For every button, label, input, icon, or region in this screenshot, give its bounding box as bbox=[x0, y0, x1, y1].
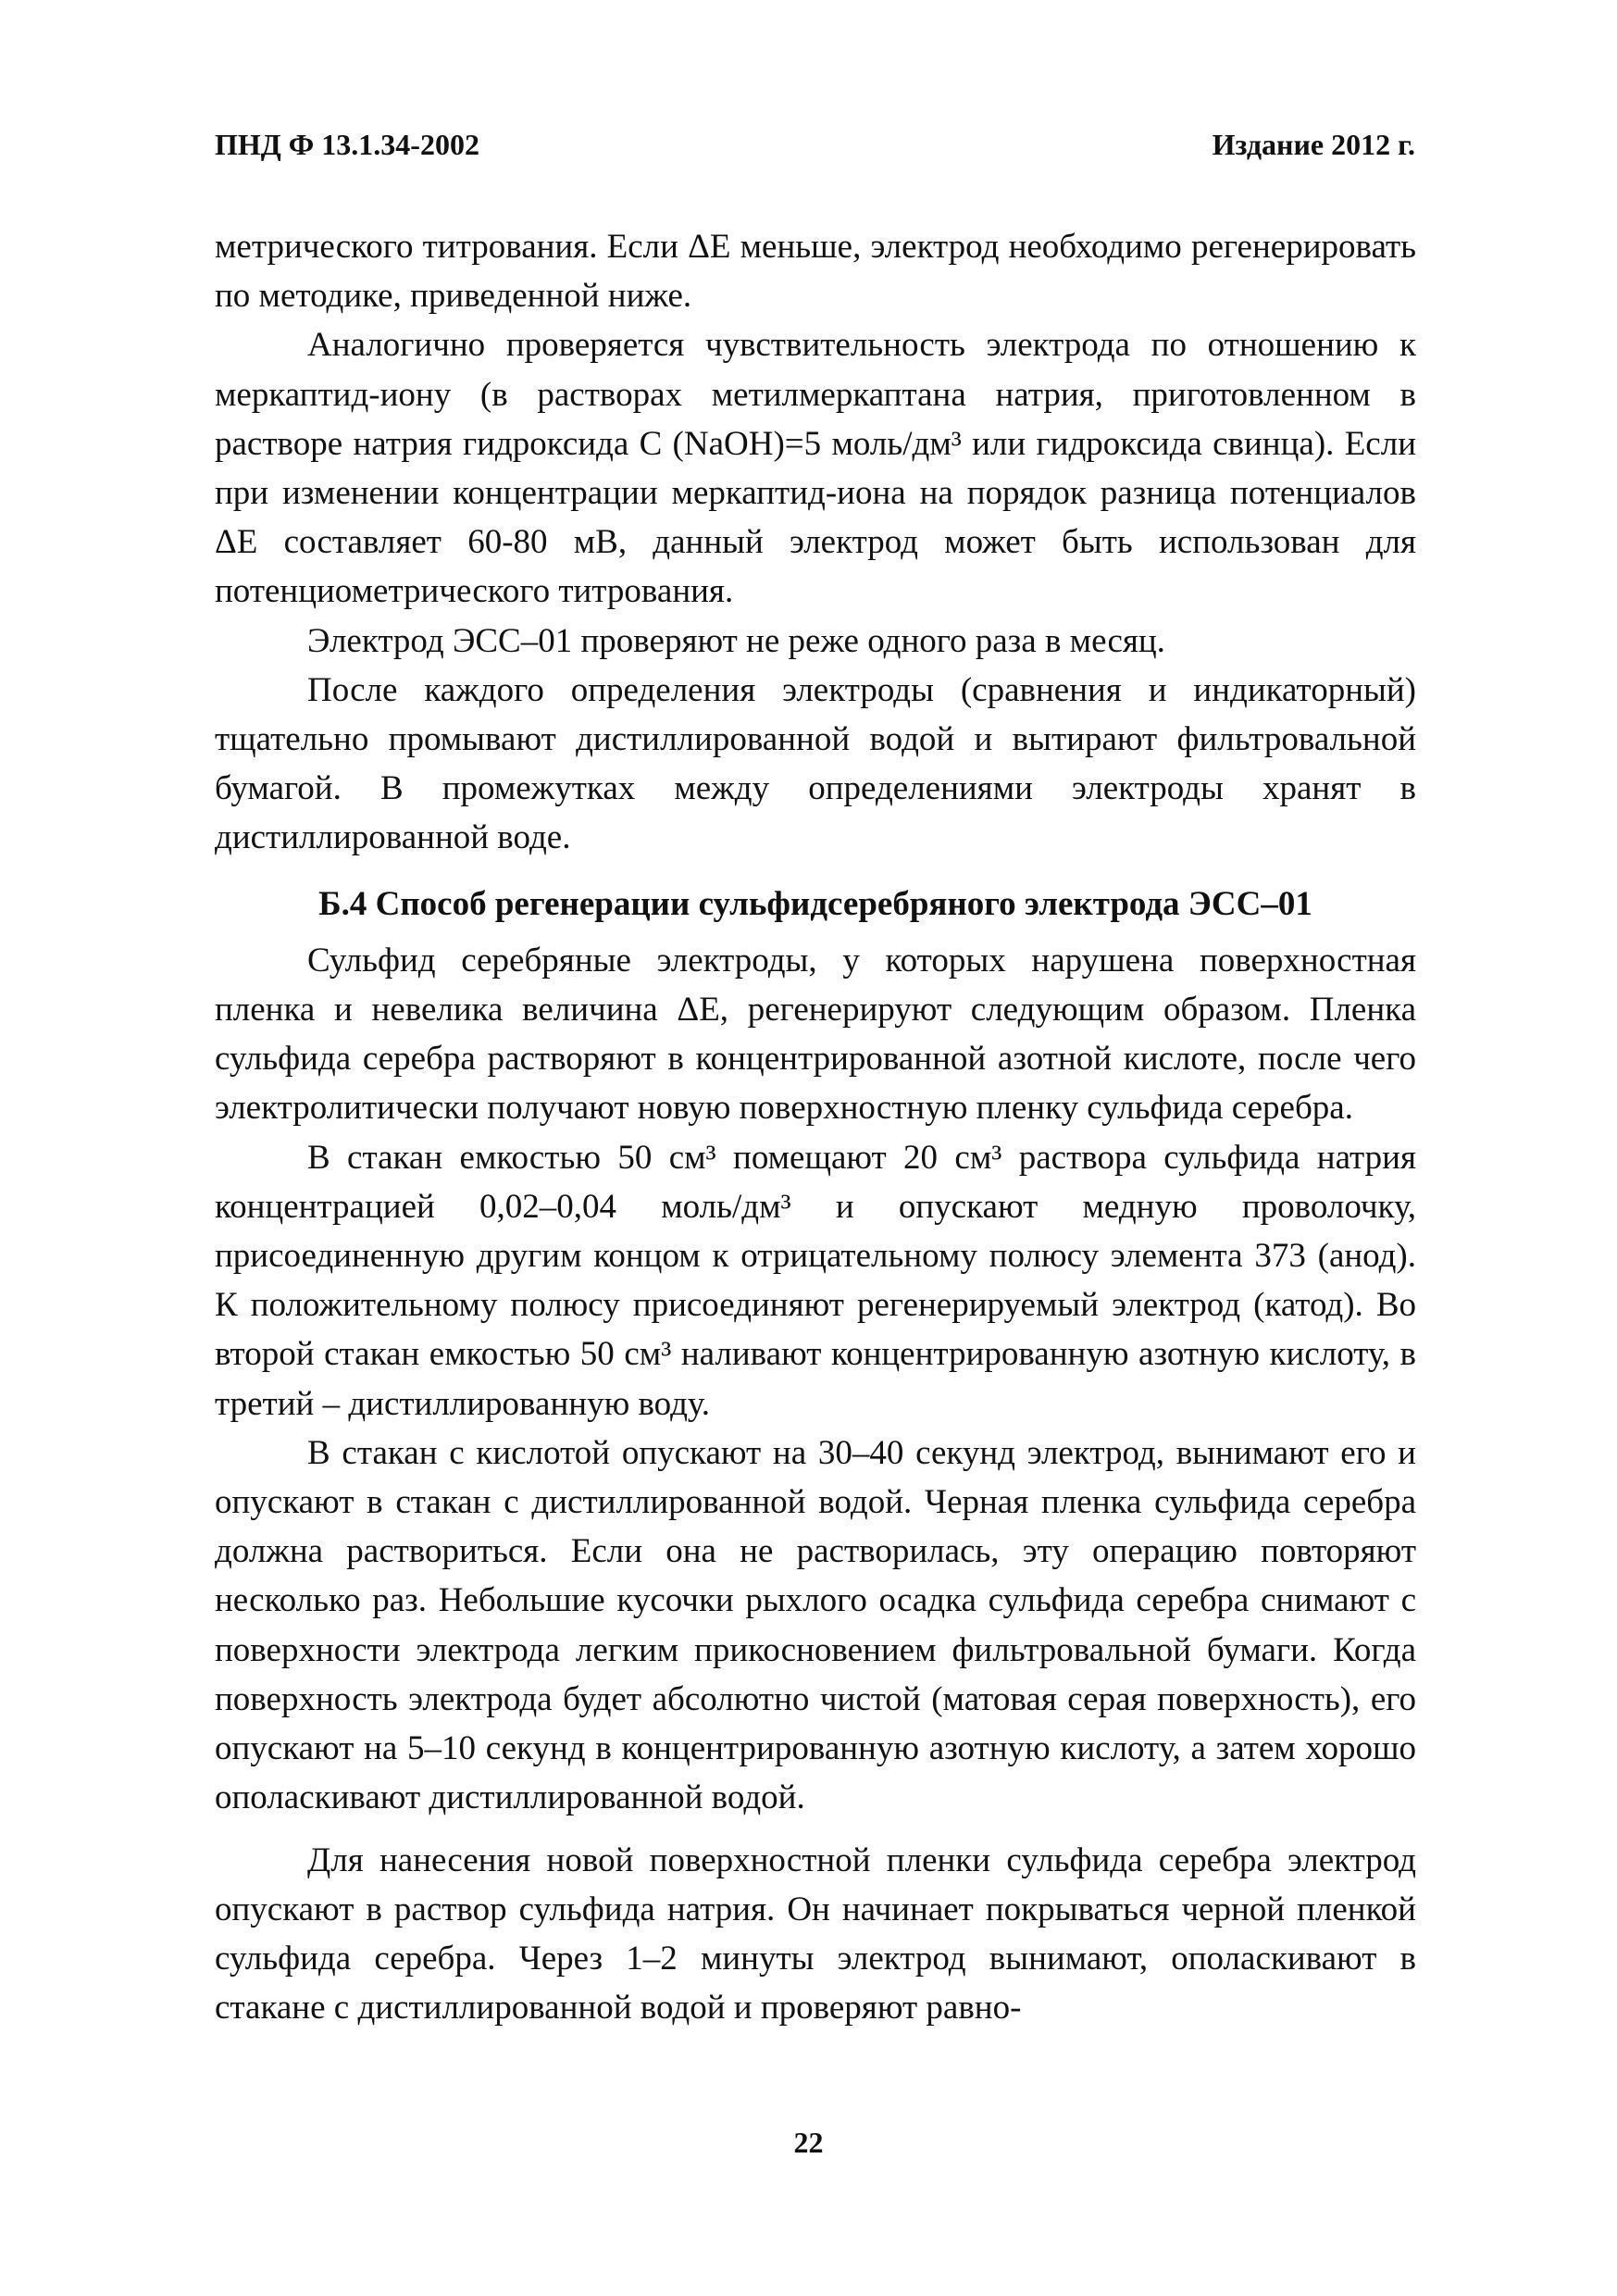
page-number: 22 bbox=[793, 2126, 824, 2159]
paragraph: После каждого определения электроды (сравнения и индикаторный) тщательно промывают дистиллированной водой и вытирают фильтровальной бумагой. В промежутках между определениями электроды хранят в дистиллированной воде. bbox=[215, 670, 1416, 857]
paragraph-continuation: метрического титрования. Если ΔЕ меньше, электрод необходимо регенерировать по методике, приведенной ниже. bbox=[215, 228, 1416, 316]
page-header bbox=[215, 128, 1415, 165]
paragraph: Электрод ЭСС–01 проверяют не реже одного раза в месяц. bbox=[307, 621, 1165, 660]
edition-label: Издание 2012 г. bbox=[1212, 128, 1415, 161]
paragraph: В стакан емкостью 50 см³ помещают 20 см³ раствора сульфида натрия концентрацией 0,02–0,04 моль/дм³ и опускают медную проволочку, присоединенную другим концом к отрицательному полюсу элемента 373 (анод). К положительному полюсу присоединяют регенерируемый электрод (катод). Во второй стакан емкостью 50 см³ наливают концентрированную азотную кислоту, в третий – дистиллированную воду. bbox=[215, 1138, 1416, 1423]
paragraph: Для нанесения новой поверхностной пленки сульфида серебра электрод опускают в раствор сульфида натрия. Он начинает покрываться черной пленкой сульфида серебра. Через 1–2 минуты электрод вынимают, ополаскивают в стакане с дистиллированной водой и проверяют равно- bbox=[215, 1841, 1416, 2028]
document-code: ПНД Ф 13.1.34-2002 bbox=[215, 128, 479, 161]
body-text bbox=[215, 222, 1416, 2032]
section-heading: Б.4 Способ регенерации сульфидсеребряного электрода ЭСС–01 bbox=[318, 884, 1312, 923]
paragraph: В стакан с кислотой опускают на 30–40 секунд электрод, вынимают его и опускают в стакан с дистиллированной водой. Черная пленка сульфида серебра должна раствориться. Если она не растворилась, эту операцию повторяют несколько раз. Небольшие кусочки рыхлого осадка сульфида серебра снимают с поверхности электрода легким прикосновением фильтровальной бумаги. Когда поверхность электрода будет абсолютно чистой (матовая серая поверхность), его опускают на 5–10 секунд в концентрированную азотную кислоту, а затем хорошо ополаскивают дистиллированной водой. bbox=[215, 1433, 1416, 1817]
paragraph: Аналогично проверяется чувствительность электрода по отношению к меркаптид-иону (в растворах метилмеркаптана натрия, приготовленном в растворе натрия гидроксида С (NaOH)=5 моль/дм³ или гидроксида свинца). Если при изменении концентрации меркаптид-иона на порядок разница потенциалов ΔЕ составляет 60-80 мВ, данный электрод может быть использован для потенциометрического титрования. bbox=[215, 326, 1416, 611]
paragraph: Сульфид серебряные электроды, у которых нарушена поверхностная пленка и невелика величина ΔЕ, регенерируют следующим образом. Пленка сульфида серебра растворяют в концентрированной азотной кислоте, после чего электролитически получают новую поверхностную пленку сульфида серебра. bbox=[215, 941, 1416, 1128]
